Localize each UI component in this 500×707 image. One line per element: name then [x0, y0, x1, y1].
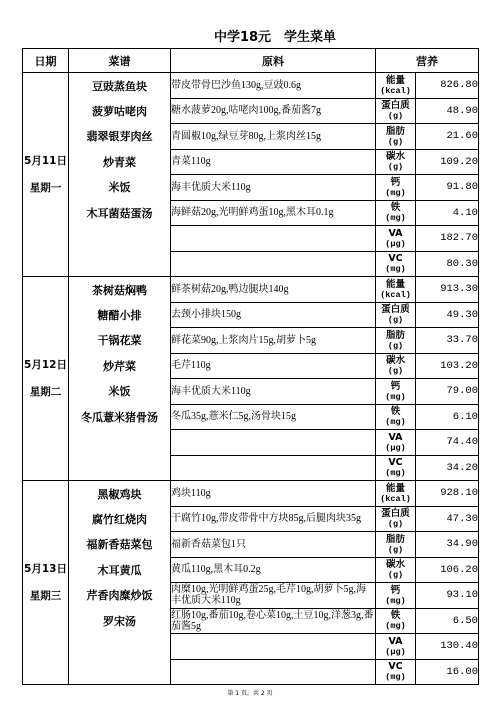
date-label: 5月12日: [24, 359, 67, 371]
nutrient-name-cell: [376, 302, 416, 328]
nutrient-unit: (kcal): [380, 289, 411, 300]
ingredients-cell: 海丰优质大米110g: [171, 175, 376, 201]
nutrient-name: 碳水: [385, 355, 405, 367]
menu-row: [23, 73, 479, 99]
nutrient-name-cell: [376, 659, 416, 685]
nutrient-value: 103.20: [416, 353, 479, 379]
header-nutrition: 营养: [376, 49, 479, 73]
nutrient-unit: (mg): [385, 672, 406, 683]
menu-row: [23, 583, 479, 609]
dish-name: [69, 226, 171, 252]
menu-title: 中学18元 学生菜单: [213, 30, 337, 45]
menu-row: [23, 430, 479, 456]
nutrient-name: VC: [388, 457, 403, 469]
nutrient-value: 182.70: [416, 226, 479, 252]
header-row: [23, 49, 479, 73]
nutrient-name: VA: [388, 431, 403, 443]
dish-name: [69, 634, 171, 660]
ingredients-cell: [171, 251, 376, 277]
nutrient-value: 34.20: [416, 455, 479, 481]
dish-name: 芹香肉糜炒饭: [69, 583, 171, 609]
menu-table: [22, 48, 479, 685]
nutrient-name-cell: [376, 226, 416, 252]
nutrient-value: 49.30: [416, 302, 479, 328]
nutrient-unit: (μg): [385, 442, 406, 453]
nutrient-name-cell: [376, 98, 416, 124]
nutrient-value: 80.30: [416, 251, 479, 277]
nutrient-name-cell: [376, 328, 416, 354]
dish-name: 米饭: [69, 379, 171, 405]
nutrient-name-cell: [376, 506, 416, 532]
nutrient-unit: (g): [387, 570, 404, 581]
nutrient-name: 铁: [390, 406, 401, 418]
nutrient-value: 33.70: [416, 328, 479, 354]
nutrient-name-cell: [376, 430, 416, 456]
nutrient-unit: (μg): [385, 238, 406, 249]
nutrient-name: 能量: [385, 278, 405, 290]
ingredients-cell: 海鲜菇20g,光明鲜鸡蛋10g,黑木耳0.1g: [171, 200, 376, 226]
ingredients-cell: [171, 455, 376, 481]
menu-row: [23, 328, 479, 354]
nutrient-name: 能量: [385, 482, 405, 494]
nutrient-value: 74.40: [416, 430, 479, 456]
menu-row: [23, 124, 479, 150]
ingredients-cell: 带皮带骨巴沙鱼130g,豆豉0.6g: [171, 73, 376, 99]
dish-name: 翡翠银芽肉丝: [69, 124, 171, 150]
date-cell: [23, 481, 69, 685]
nutrient-name-cell: [376, 583, 416, 609]
nutrient-unit: (g): [387, 162, 404, 173]
nutrient-name-cell: [376, 557, 416, 583]
nutrient-name: 蛋白质: [381, 508, 410, 520]
ingredients-cell: 青菜110g: [171, 149, 376, 175]
menu-row: [23, 481, 479, 507]
nutrient-value: 21.60: [416, 124, 479, 150]
date-cell: [23, 277, 69, 481]
nutrient-unit: (mg): [385, 417, 406, 428]
nutrient-unit: (g): [387, 544, 404, 555]
dish-name: 豆豉蒸鱼块: [69, 73, 171, 99]
nutrient-name: VC: [388, 661, 403, 673]
nutrient-name: 碳水: [385, 151, 405, 163]
nutrient-name: VA: [388, 227, 403, 239]
dish-name: [69, 430, 171, 456]
menu-body: [23, 73, 479, 685]
menu-row: [23, 608, 479, 634]
date-cell: [23, 73, 69, 277]
dish-name: 罗宋汤: [69, 608, 171, 634]
menu-row: [23, 302, 479, 328]
nutrient-unit: (mg): [385, 468, 406, 479]
nutrient-unit: (μg): [385, 646, 406, 657]
ingredients-cell: 干腐竹10g,带皮带骨中方块85g,后腿肉块35g: [171, 506, 376, 532]
nutrient-unit: (g): [387, 366, 404, 377]
menu-row: [23, 277, 479, 303]
ingredients-cell: 鲜花菜90g,上浆肉片15g,胡萝卜5g: [171, 328, 376, 354]
nutrient-name-cell: [376, 200, 416, 226]
nutrient-name-cell: [376, 608, 416, 634]
ingredients-cell: 去颈小排块150g: [171, 302, 376, 328]
ingredients-cell: 红肠10g,番茄10g,卷心菜10g,土豆10g,洋葱3g,番茄酱5g: [171, 609, 374, 632]
nutrient-value: 913.30: [416, 277, 479, 303]
nutrient-name-cell: [376, 532, 416, 558]
ingredients-cell: 冬瓜35g,薏米仁5g,汤骨块15g: [171, 404, 376, 430]
ingredients-cell: 鲜茶树菇20g,鸭边腿块140g: [171, 277, 376, 303]
nutrient-name-cell: [376, 175, 416, 201]
dish-name: 木耳菌菇蛋汤: [69, 200, 171, 226]
menu-row: [23, 404, 479, 430]
nutrient-name-cell: [376, 379, 416, 405]
dish-name: 腐竹红烧肉: [69, 506, 171, 532]
nutrient-name: 能量: [385, 74, 405, 86]
dish-name: 糖醋小排: [69, 302, 171, 328]
ingredients-cell: [171, 634, 376, 660]
dish-name: [69, 659, 171, 685]
menu-row: [23, 353, 479, 379]
ingredients-cell: 糖水菠萝20g,咕咾肉100g,番茄酱7g: [171, 98, 376, 124]
dish-name: 木耳黄瓜: [69, 557, 171, 583]
nutrient-value: 6.10: [416, 404, 479, 430]
menu-row: [23, 506, 479, 532]
nutrient-name: 钙: [390, 584, 401, 596]
weekday-label: 星期三: [29, 590, 62, 602]
nutrient-unit: (g): [387, 340, 404, 351]
header-date: 日期: [23, 49, 69, 73]
nutrient-unit: (mg): [385, 264, 406, 275]
dish-name: [69, 251, 171, 277]
menu-row: [23, 226, 479, 252]
ingredients-cell: 肉糜10g,光明鲜鸡蛋25g,毛芹10g,胡萝卜5g,海丰优质大米110g: [171, 583, 376, 609]
nutrient-name: 脂肪: [385, 125, 405, 137]
nutrient-unit: (g): [387, 315, 404, 326]
nutrient-name-cell: [376, 481, 416, 507]
nutrient-name: 钙: [390, 176, 401, 188]
ingredients-cell: [171, 430, 376, 456]
nutrient-unit: (mg): [385, 391, 406, 402]
ingredients-cell: 鸡块110g: [171, 481, 376, 507]
nutrient-unit: (mg): [385, 187, 406, 198]
dish-name: 黑椒鸡块: [69, 481, 171, 507]
menu-row: [23, 557, 479, 583]
nutrient-name-cell: [376, 455, 416, 481]
menu-row: [23, 251, 479, 277]
weekday-label: 星期二: [29, 386, 62, 398]
date-label: 5月11日: [24, 155, 67, 167]
nutrient-value: 826.80: [416, 73, 479, 99]
dish-name: 菠萝咕咾肉: [69, 98, 171, 124]
nutrient-name-cell: [376, 353, 416, 379]
nutrient-unit: (g): [387, 111, 404, 122]
nutrient-unit: (mg): [385, 213, 406, 224]
nutrient-name: 碳水: [385, 559, 405, 571]
date-label: 5月13日: [24, 563, 67, 575]
ingredients-cell: [171, 659, 376, 685]
menu-row: [23, 98, 479, 124]
ingredients-cell: 青圆椒10g,绿豆芽80g,上浆肉丝15g: [171, 124, 376, 150]
dish-name: 福新香菇菜包: [69, 532, 171, 558]
ingredients-cell: 黄瓜110g,黑木耳0.2g: [171, 557, 376, 583]
nutrient-value: 48.90: [416, 98, 479, 124]
nutrient-unit: (kcal): [380, 493, 411, 504]
nutrient-value: 109.20: [416, 149, 479, 175]
nutrient-unit: (mg): [385, 595, 406, 606]
nutrient-unit: (kcal): [380, 85, 411, 96]
nutrient-value: 130.40: [416, 634, 479, 660]
ingredients-cell: [171, 226, 376, 252]
nutrient-name: 蛋白质: [381, 304, 410, 316]
header-ingredients: 原料: [171, 49, 376, 73]
nutrient-name: 钙: [390, 380, 401, 392]
dish-name: 干锅花菜: [69, 328, 171, 354]
nutrient-name: 铁: [390, 202, 401, 214]
nutrient-name: 铁: [390, 610, 401, 622]
ingredients-cell: 海丰优质大米110g: [171, 379, 376, 405]
nutrient-value: 91.80: [416, 175, 479, 201]
nutrient-value: 928.10: [416, 481, 479, 507]
nutrient-value: 93.10: [416, 583, 479, 609]
menu-row: [23, 379, 479, 405]
dish-name: 米饭: [69, 175, 171, 201]
nutrient-name-cell: [376, 124, 416, 150]
nutrient-name: VA: [388, 635, 403, 647]
nutrient-unit: (g): [387, 136, 404, 147]
nutrient-name-cell: [376, 404, 416, 430]
dish-name: 炒芹菜: [69, 353, 171, 379]
page-footer: 第 1 页，共 2 页: [227, 690, 273, 697]
nutrient-value: 106.20: [416, 557, 479, 583]
dish-name: 炒青菜: [69, 149, 171, 175]
nutrient-name-cell: [376, 251, 416, 277]
dish-name: [69, 455, 171, 481]
header-dish: 菜谱: [69, 49, 171, 73]
menu-row: [23, 659, 479, 685]
nutrient-value: 34.90: [416, 532, 479, 558]
menu-row: [23, 455, 479, 481]
dish-name: 茶树菇焖鸭: [69, 277, 171, 303]
nutrient-name-cell: [376, 73, 416, 99]
menu-row: [23, 175, 479, 201]
menu-row: [23, 532, 479, 558]
nutrient-name-cell: [376, 634, 416, 660]
nutrient-name-cell: [376, 149, 416, 175]
nutrient-name: 脂肪: [385, 533, 405, 545]
ingredients-cell: 毛芹110g: [171, 353, 376, 379]
nutrient-unit: (mg): [385, 621, 406, 632]
nutrient-value: 4.10: [416, 200, 479, 226]
ingredients-cell: 福新香菇菜包1只: [171, 532, 376, 558]
weekday-label: 星期一: [29, 182, 62, 194]
nutrient-value: 6.50: [416, 608, 479, 634]
menu-row: [23, 634, 479, 660]
menu-row: [23, 200, 479, 226]
nutrient-name-cell: [376, 277, 416, 303]
dish-name: 冬瓜薏米猪骨汤: [69, 404, 171, 430]
nutrient-unit: (g): [387, 519, 404, 530]
nutrient-value: 47.30: [416, 506, 479, 532]
nutrient-name: 脂肪: [385, 329, 405, 341]
nutrient-value: 16.00: [416, 659, 479, 685]
nutrient-name: VC: [388, 253, 403, 265]
nutrient-value: 79.00: [416, 379, 479, 405]
nutrient-name: 蛋白质: [381, 100, 410, 112]
menu-row: [23, 149, 479, 175]
